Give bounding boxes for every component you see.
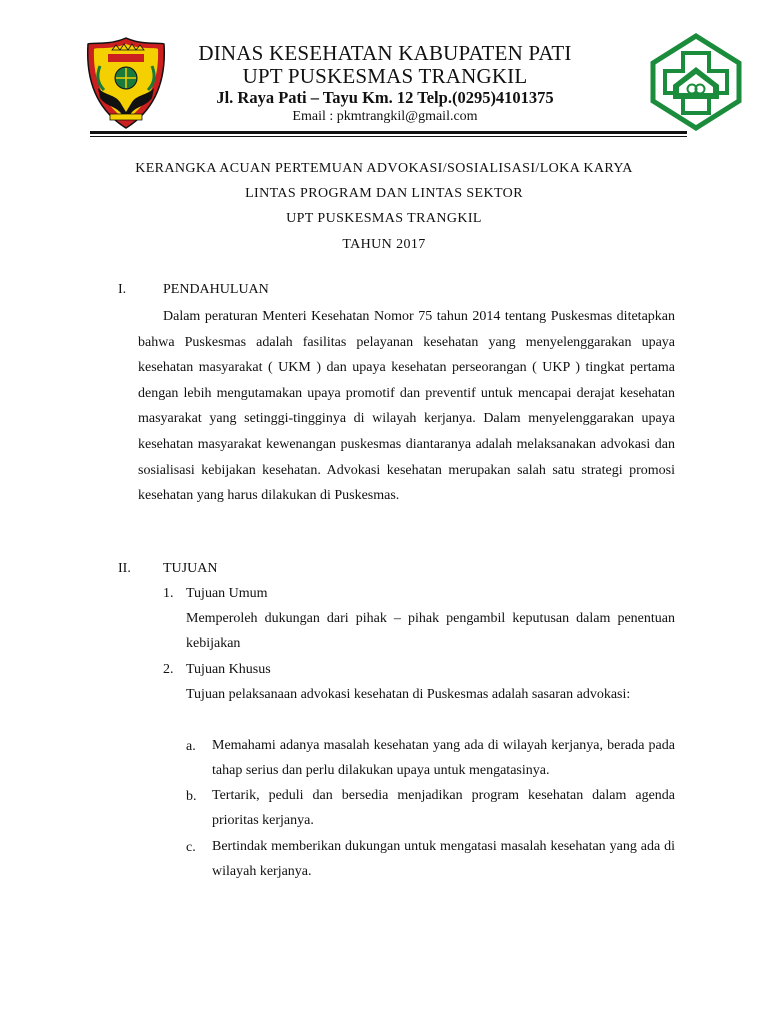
letterhead-email: Email : pkmtrangkil@gmail.com bbox=[292, 109, 478, 124]
section-1-number: I. bbox=[118, 282, 127, 297]
item-1-number: 1. bbox=[163, 586, 174, 601]
subitem-b-letter: b. bbox=[186, 789, 197, 804]
letterhead-address: Jl. Raya Pati – Tayu Km. 12 Telp.(0295)4101375 bbox=[216, 88, 554, 107]
subitem-c-text: Bertindak memberikan dukungan untuk mengatasi masalah kesehatan yang ada di wilayah kerjanya. bbox=[212, 839, 675, 879]
document-title-line-3: UPT PUSKESMAS TRANGKIL bbox=[286, 211, 482, 226]
subitem-a-text: Memahami adanya masalah kesehatan yang ada di wilayah kerjanya, berada pada tahap serius dan perlu dilakukan upaya untuk mengatasinya. bbox=[212, 738, 675, 778]
item-2-number: 2. bbox=[163, 662, 174, 677]
item-2-heading: Tujuan Khusus bbox=[186, 662, 271, 677]
letterhead-divider-thick bbox=[90, 131, 687, 134]
letterhead-unit: UPT PUSKESMAS TRANGKIL bbox=[242, 64, 528, 88]
document-title-line-2: LINTAS PROGRAM DAN LINTAS SEKTOR bbox=[245, 186, 523, 201]
document-title-line-4: TAHUN 2017 bbox=[342, 237, 426, 252]
section-1-heading: PENDAHULUAN bbox=[163, 282, 269, 297]
item-1-heading: Tujuan Umum bbox=[186, 586, 268, 601]
subitem-b-text: Tertarik, peduli dan bersedia menjadikan program kesehatan dalam agenda prioritas kerjanya. bbox=[212, 788, 675, 828]
section-2-number: II. bbox=[118, 561, 131, 576]
section-1-paragraph: Dalam peraturan Menteri Kesehatan Nomor 75 tahun 2014 tentang Puskesmas ditetapkan bahwa Puskesmas adalah fasilitas pelayanan kesehatan yang menyelenggarakan upaya kesehatan masyarakat ( UKM ) dan upaya kesehatan perseorangan ( UKP ) tingkat pertama dengan lebih mengutamakan upaya promotif dan preventif untuk mencapai derajat kesehatan masyarakat yang setinggi-tingginya di wilayah kerjanya. Dalam menyelenggarakan upaya kesehatan masyarakat kewenangan puskesmas diantaranya adalah melaksanakan advokasi dan sosialisasi kebijakan kesehatan. Advokasi kesehatan merupakan salah satu strategi promosi kesehatan yang harus dilakukan di Puskesmas. bbox=[138, 309, 675, 504]
letterhead-agency: DINAS KESEHATAN KABUPATEN PATI bbox=[198, 41, 572, 65]
item-2-paragraph: Tujuan pelaksanaan advokasi kesehatan di Puskesmas adalah sasaran advokasi: bbox=[186, 687, 631, 702]
item-1-paragraph: Memperoleh dukungan dari pihak – pihak pengambil keputusan dalam penentuan kebijakan bbox=[186, 611, 675, 651]
subitem-c-letter: c. bbox=[186, 840, 196, 855]
letterhead-divider-thin bbox=[90, 136, 687, 137]
subitem-a-letter: a. bbox=[186, 739, 196, 754]
puskesmas-logo bbox=[649, 33, 743, 131]
kabupaten-pati-crest-logo bbox=[86, 36, 166, 130]
document-title-line-1: KERANGKA ACUAN PERTEMUAN ADVOKASI/SOSIALISASI/LOKA KARYA bbox=[135, 161, 633, 176]
section-2-heading: TUJUAN bbox=[163, 561, 218, 576]
